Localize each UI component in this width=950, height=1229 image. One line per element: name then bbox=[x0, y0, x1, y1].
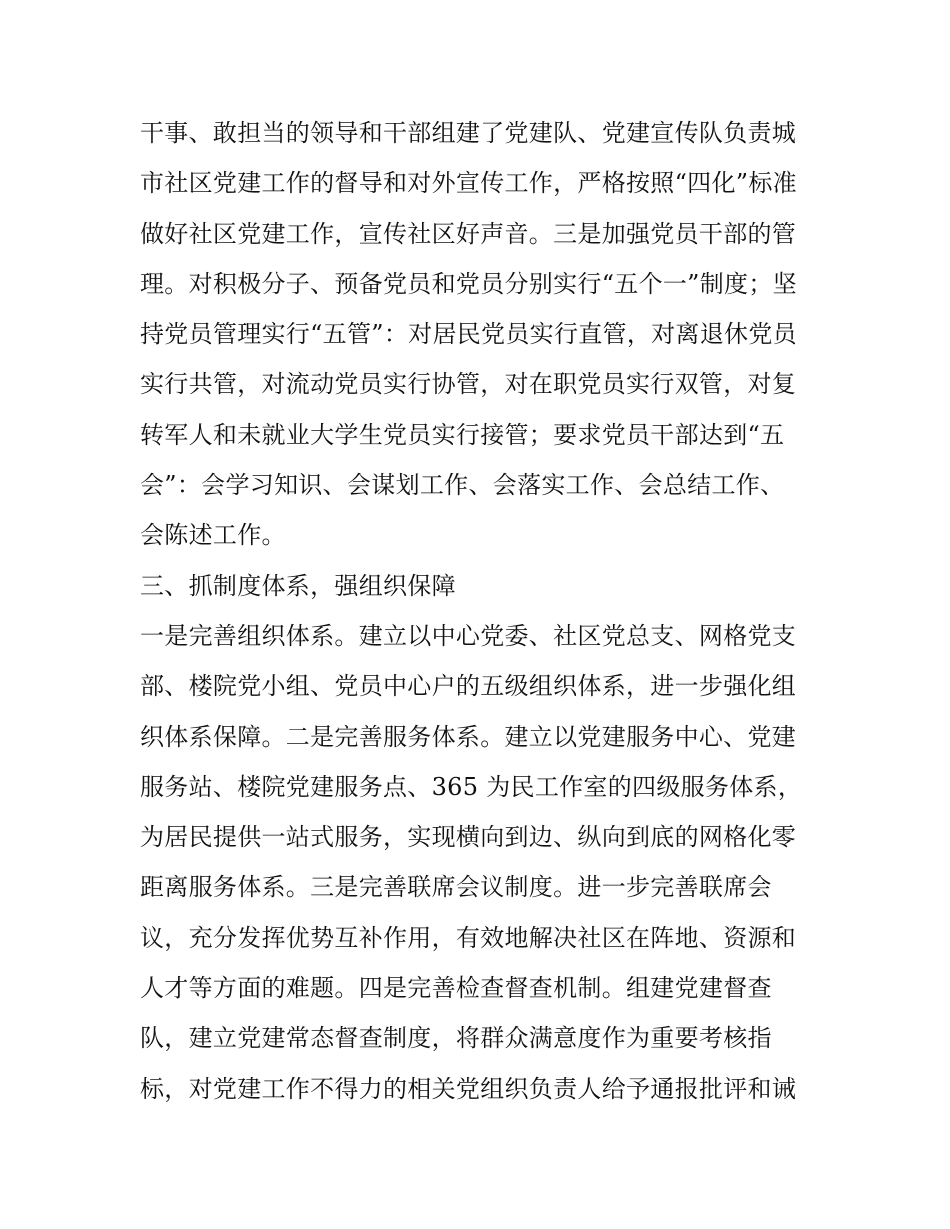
text-line: 议，充分发挥优势互补作用，有效地解决社区在阵地、资源和 bbox=[140, 923, 797, 952]
text-line: 持党员管理实行“五管”：对居民党员实行直管，对离退休党员 bbox=[140, 320, 797, 349]
text-line: 会陈述工作。 bbox=[140, 521, 286, 550]
text-line: 服务站、楼院党建服务点、365 为民工作室的四级服务体系， bbox=[140, 772, 803, 801]
text-line: 做好社区党建工作，宣传社区好声音。三是加强党员干部的管 bbox=[140, 219, 797, 248]
text-line: 一是完善组织体系。建立以中心党委、社区党总支、网格党支 bbox=[140, 621, 797, 650]
text-line: 距离服务体系。三是完善联席会议制度。进一步完善联席会 bbox=[140, 873, 772, 902]
text-line: 标，对党建工作不得力的相关党组织负责人给予通报批评和诫 bbox=[140, 1074, 797, 1103]
text-line: 市社区党建工作的督导和对外宣传工作，严格按照“四化”标准 bbox=[140, 169, 797, 198]
text-line: 部、楼院党小组、党员中心户的五级组织体系，进一步强化组 bbox=[140, 672, 797, 701]
section-heading: 三、抓制度体系，强组织保障 bbox=[140, 571, 456, 600]
text-line: 织体系保障。二是完善服务体系。建立以党建服务中心、党建 bbox=[140, 722, 797, 751]
document-body bbox=[140, 108, 815, 1114]
text-line: 队，建立党建常态督查制度，将群众满意度作为重要考核指 bbox=[140, 1024, 772, 1053]
text-line: 会”：会学习知识、会谋划工作、会落实工作、会总结工作、 bbox=[140, 471, 785, 500]
text-line: 理。对积极分子、预备党员和党员分别实行“五个一”制度；坚 bbox=[140, 269, 797, 298]
text-line: 干事、敢担当的领导和干部组建了党建队、党建宣传队负责城 bbox=[140, 119, 797, 147]
text-line: 转军人和未就业大学生党员实行接管；要求党员干部达到“五 bbox=[140, 420, 785, 449]
text-line: 为居民提供一站式服务，实现横向到边、纵向到底的网格化零 bbox=[140, 823, 797, 852]
text-line: 人才等方面的难题。四是完善检查督查机制。组建党建督查 bbox=[140, 974, 772, 1003]
text-line: 实行共管，对流动党员实行协管，对在职党员实行双管，对复 bbox=[140, 370, 797, 399]
